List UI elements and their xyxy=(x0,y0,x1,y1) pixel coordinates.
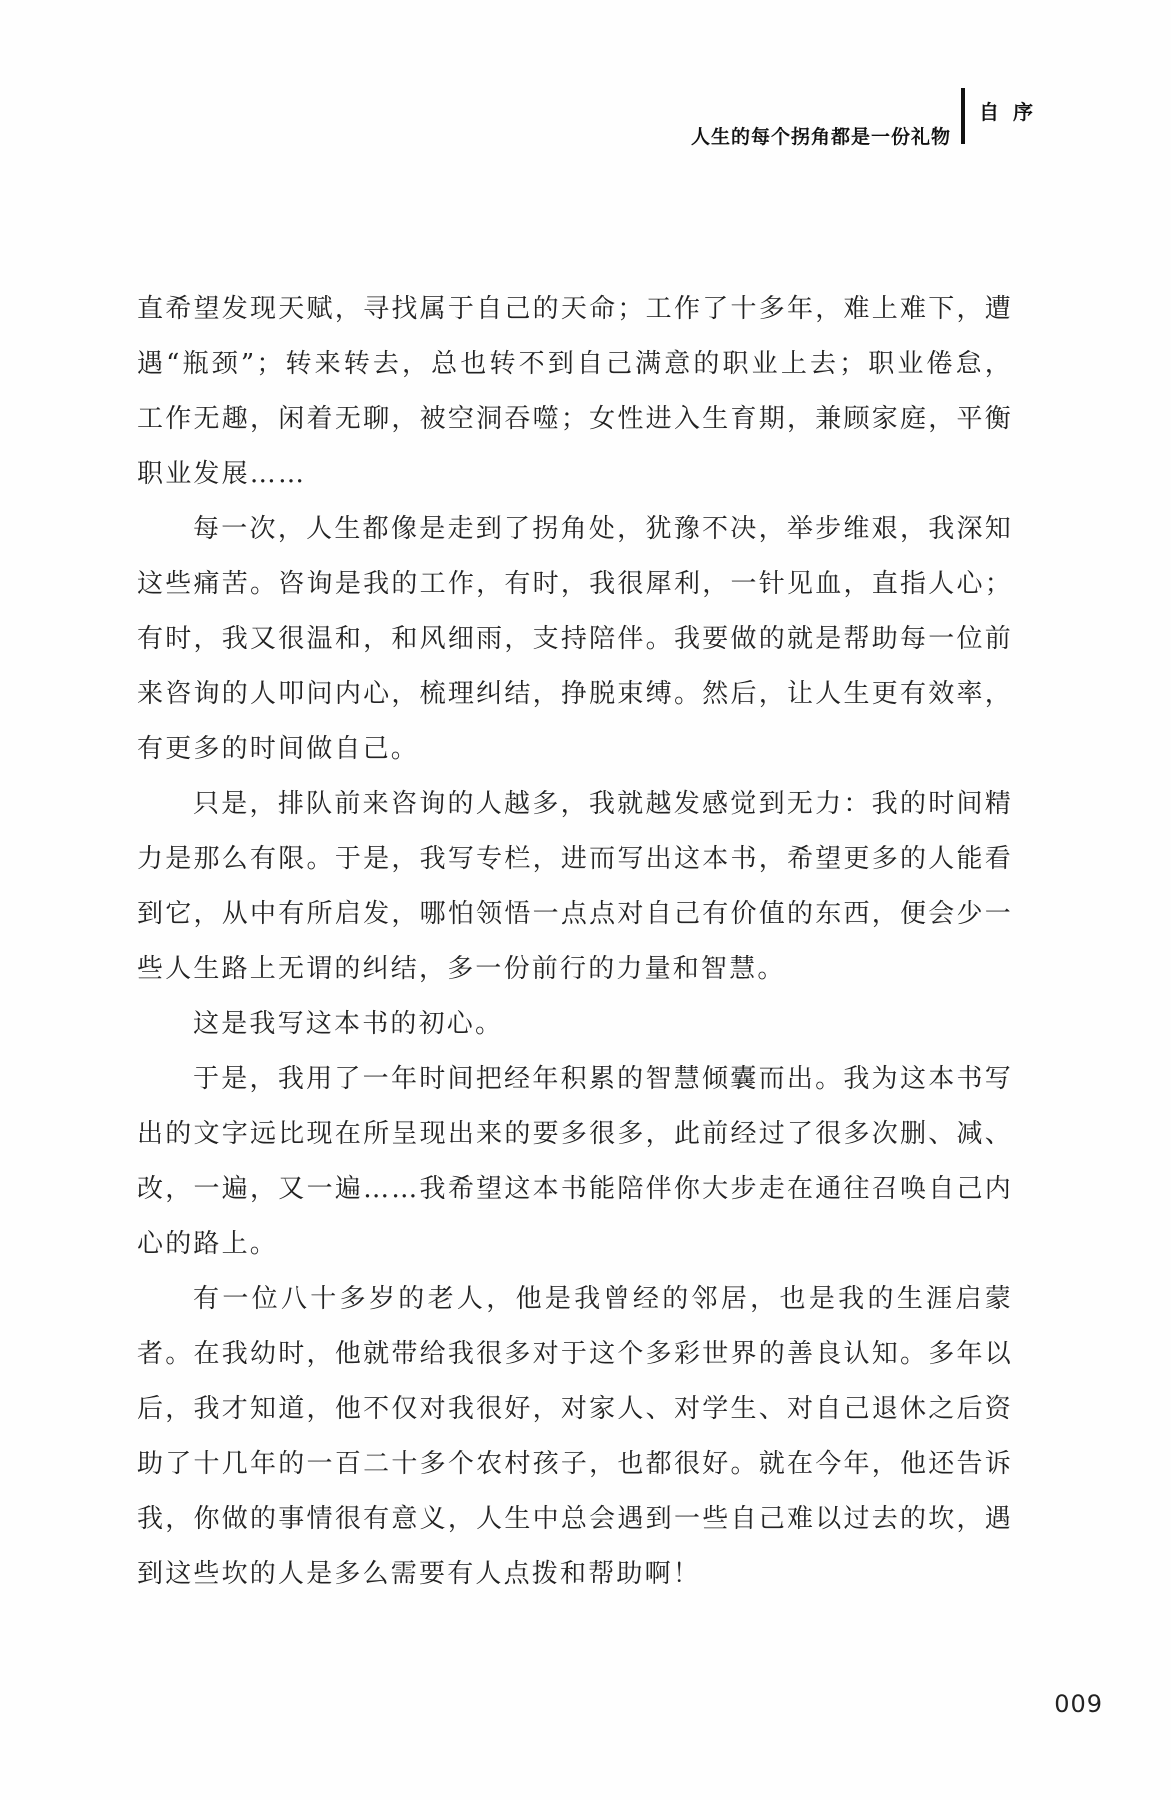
paragraph: 每一次，人生都像是走到了拐角处，犹豫不决，举步维艰，我深知这些痛苦。咨询是我的工作，有时，我很犀利，一针见血，直指人心；有时，我又很温和，和风细雨，支持陪伴。我要做的就是帮助每一位前来咨询的人叩问内心，梳理纠结，挣脱束缚。然后，让人生更有效率，有更多的时间做自己。 xyxy=(137,514,1013,764)
paragraph: 于是，我用了一年时间把经年积累的智慧倾囊而出。我为这本书写出的文字远比现在所呈现出来的要多很多，此前经过了很多次删、减、改，一遍，又一遍……我希望这本书能陪伴你大步走在通往召唤自己内心的路上。 xyxy=(137,1064,1013,1259)
page-number: 009 xyxy=(1054,1690,1103,1718)
paragraph: 有一位八十多岁的老人，他是我曾经的邻居，也是我的生涯启蒙者。在我幼时，他就带给我很多对于这个多彩世界的善良认知。多年以后，我才知道，他不仅对我很好，对家人、对学生、对自己退休之后资助了十几年的一百二十多个农村孩子，也都很好。就在今年，他还告诉我，你做的事情很有意义，人生中总会遇到一些自己难以过去的坎，遇到这些坎的人是多么需要有人点拨和帮助啊！ xyxy=(137,1284,1013,1589)
paragraph: 只是，排队前来咨询的人越多，我就越发感觉到无力：我的时间精力是那么有限。于是，我写专栏，进而写出这本书，希望更多的人能看到它，从中有所启发，哪怕领悟一点点对自己有价值的东西，便会少一些人生路上无谓的纠结，多一份前行的力量和智慧。 xyxy=(137,789,1013,984)
running-head xyxy=(691,88,1047,149)
paragraph: 直希望发现天赋，寻找属于自己的天命；工作了十多年，难上难下，遭遇“瓶颈”；转来转去，总也转不到自己满意的职业上去；职业倦怠，工作无趣，闲着无聊，被空洞吞噬；女性进入生育期，兼顾家庭，平衡职业发展…… xyxy=(137,294,1013,489)
paragraph: 这是我写这本书的初心。 xyxy=(193,1009,504,1039)
running-head-section-title: 自序 xyxy=(979,100,1047,124)
body-text xyxy=(137,282,1013,1602)
running-head-rule xyxy=(961,88,965,144)
running-head-subtitle: 人生的每个拐角都是一份礼物 xyxy=(690,126,951,148)
